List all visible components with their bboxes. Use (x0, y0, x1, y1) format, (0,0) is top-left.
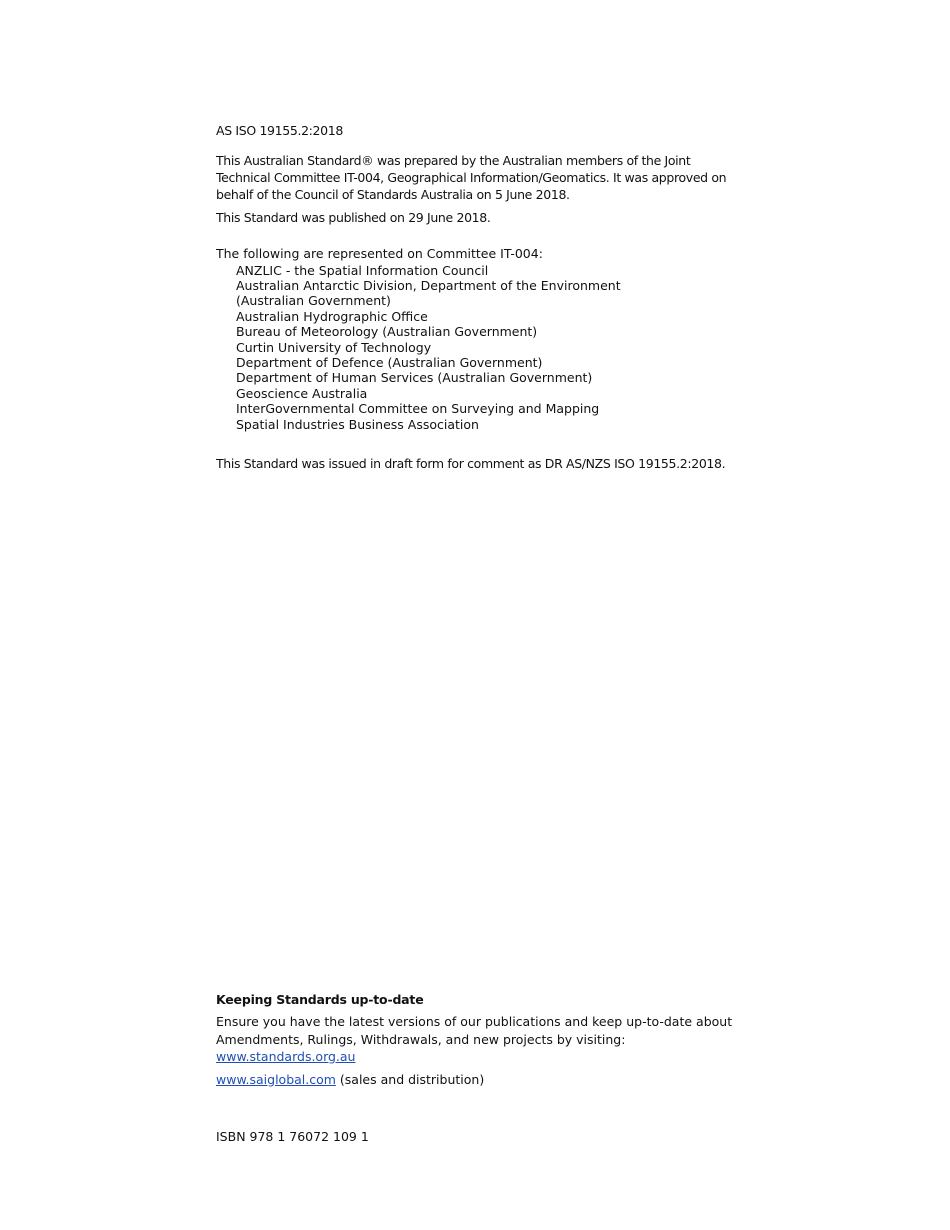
committee-member: Curtin University of Technology (236, 339, 432, 355)
saiglobal-suffix: (sales and distribution) (335, 1071, 485, 1087)
committee-member: Department of Defence (Australian Government) (236, 354, 543, 370)
committee-member: Bureau of Meteorology (Australian Government) (236, 324, 538, 340)
committee-member: Spatial Industries Business Association (236, 416, 479, 432)
committee-member: Australian Hydrographic Office (236, 308, 428, 324)
prepared-paragraph: This Australian Standard® was prepared by the Australian members of the Joint Technical Committee IT-004, Geographical Information/Geomatics. It was approved on behalf of the Council of Standards Australia on 5 June 2018. (216, 153, 727, 202)
committee-intro: The following are represented on Committee IT-004: (216, 246, 543, 261)
standards-link-line (216, 1048, 746, 1066)
published-date: This Standard was published on 29 June 2018. (216, 210, 491, 225)
committee-member: ANZLIC - the Spatial Information Council (236, 262, 489, 278)
committee-member: Australian Antarctic Division, Department of the Environment (236, 277, 621, 293)
standard-id: AS ISO 19155.2:2018 (216, 123, 343, 138)
keeping-section (216, 992, 746, 1088)
draft-note: This Standard was issued in draft form for comment as DR AS/NZS ISO 19155.2:2018. (216, 456, 726, 471)
keeping-paragraph: Ensure you have the latest versions of our publications and keep up-to-date about Amendments, Rulings, Withdrawals, and new projects by visiting: (216, 1014, 733, 1047)
committee-member: InterGovernmental Committee on Surveying and Mapping (236, 401, 600, 417)
committee-section (216, 245, 746, 432)
committee-list (216, 263, 746, 432)
standards-link[interactable]: www.standards.org.au (216, 1049, 356, 1064)
committee-member: (Australian Government) (236, 293, 391, 309)
isbn: ISBN 978 1 76072 109 1 (216, 1129, 369, 1144)
keeping-heading: Keeping Standards up-to-date (216, 992, 424, 1007)
saiglobal-link-line (216, 1071, 746, 1089)
committee-member: Geoscience Australia (236, 385, 368, 401)
committee-member: Department of Human Services (Australian Government) (236, 370, 593, 386)
saiglobal-link[interactable]: www.saiglobal.com (216, 1071, 336, 1087)
